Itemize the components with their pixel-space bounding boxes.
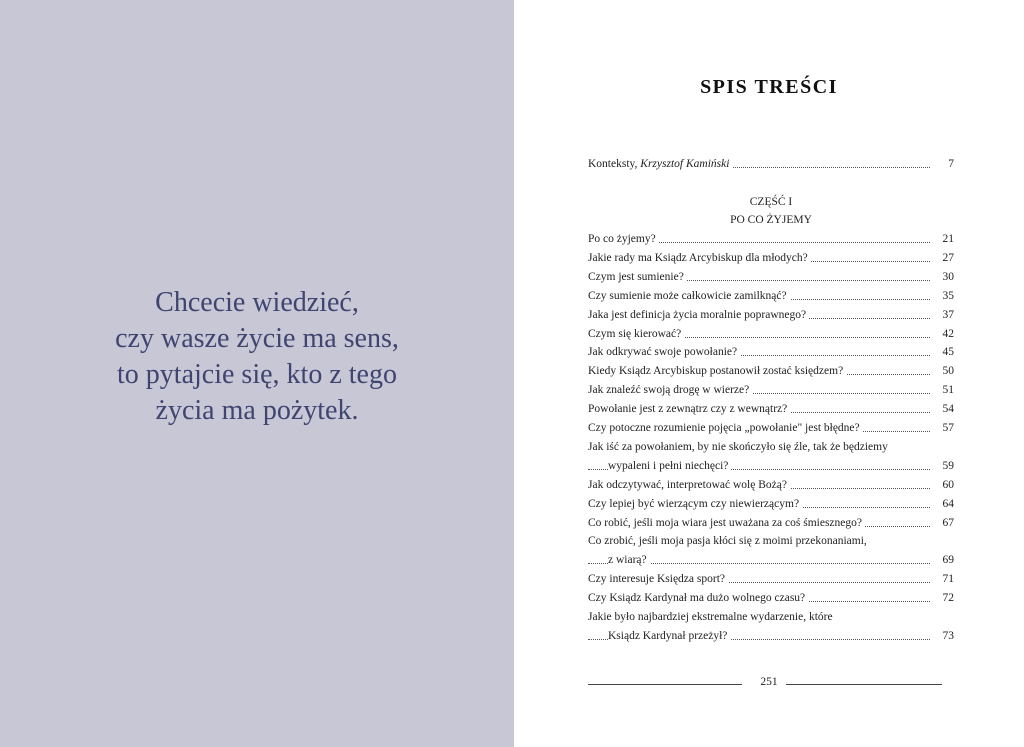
toc-entry-page: 73 [939, 627, 955, 646]
toc-entry[interactable] [588, 514, 954, 533]
toc-entry-intro[interactable] [588, 155, 954, 174]
toc-entry-label: Czy Ksiądz Kardynał ma dużo wolnego czasu? [588, 589, 808, 608]
toc-entry-label: Jakie rady ma Ksiądz Arcybiskup dla młodych? [588, 249, 811, 268]
toc-entry-label: Jak iść za powołaniem, by nie skończyło się źle, tak że będziemy [588, 438, 891, 457]
toc-entry-page: 35 [939, 287, 955, 306]
part-title: PO CO ŻYJEMY [730, 214, 812, 226]
toc-entry-label: Powołanie jest z zewnątrz czy z wewnątrz? [588, 400, 790, 419]
toc-entry[interactable] [588, 287, 954, 306]
toc-title: SPIS TREŚCI [700, 76, 838, 98]
toc-entry[interactable] [588, 438, 954, 457]
toc-entry[interactable] [588, 306, 954, 325]
toc-entry[interactable] [588, 343, 954, 362]
toc-entry-page: 71 [939, 570, 955, 589]
toc-entry[interactable] [588, 495, 954, 514]
toc-entry-page: 67 [939, 514, 955, 533]
toc-entry-page: 50 [939, 362, 955, 381]
toc-entry[interactable] [588, 608, 954, 627]
part-label: CZĘŚĆ I [749, 196, 793, 208]
toc-entry-label: Czy sumienie może całkowicie zamilknąć? [588, 287, 790, 306]
toc-entry-label: Czy interesuje Księdza sport? [588, 570, 728, 589]
toc-entry-label: z wiarą? [608, 551, 650, 570]
toc-entry-page: 30 [939, 268, 955, 287]
toc-entry-label: Czy potoczne rozumienie pojęcia „powołanie" jest błędne? [588, 419, 863, 438]
toc-entry-label: Czym się kierować? [588, 325, 684, 344]
toc-entry-label: Co zrobić, jeśli moja pasja kłóci się z moimi przekonaniami, [588, 532, 870, 551]
toc-entry-page: 21 [939, 230, 955, 249]
toc-entry[interactable] [588, 551, 954, 570]
toc-entry[interactable] [588, 570, 954, 589]
toc-entry-page: 59 [939, 457, 955, 476]
toc-entry-label: Po co żyjemy? [588, 230, 659, 249]
toc-entry[interactable] [588, 268, 954, 287]
toc-entry-page: 69 [939, 551, 955, 570]
toc-entry-page: 45 [939, 343, 955, 362]
toc-entry-page: 51 [939, 381, 955, 400]
toc-entry[interactable] [588, 419, 954, 438]
toc-entry[interactable] [588, 532, 954, 551]
toc-entry-label: Jak znaleźć swoją drogę w wierze? [588, 381, 752, 400]
page-number: 251 [760, 676, 778, 688]
toc-entry[interactable] [588, 230, 954, 249]
toc-entry[interactable] [588, 325, 954, 344]
toc-entry[interactable] [588, 589, 954, 608]
quote-line: czy wasze życie ma sens, [115, 323, 399, 354]
toc-entry-page: 54 [939, 400, 955, 419]
toc-entry-label: Kiedy Ksiądz Arcybiskup postanowił zostać księdzem? [588, 362, 846, 381]
quote-line: to pytajcie się, kto z tego [117, 359, 397, 390]
toc-entry[interactable] [588, 381, 954, 400]
toc-entry-label: Czy lepiej być wierzącym czy niewierzącym? [588, 495, 802, 514]
toc-entry[interactable] [588, 457, 954, 476]
toc-entry-label: Czym jest sumienie? [588, 268, 687, 287]
footer-rule-right [786, 684, 942, 685]
quote-line: Chcecie wiedzieć, [155, 287, 359, 318]
toc-entry-page: 64 [939, 495, 955, 514]
toc-entry-label: Jak odczytywać, interpretować wolę Bożą? [588, 476, 790, 495]
toc-entry-label: Co robić, jeśli moja wiara jest uważana za coś śmiesznego? [588, 514, 865, 533]
toc-entry-page: 57 [939, 419, 955, 438]
toc-entry[interactable] [588, 627, 954, 646]
toc-entry[interactable] [588, 249, 954, 268]
right-page [514, 0, 1024, 747]
toc-entry-label: Jak odkrywać swoje powołanie? [588, 343, 740, 362]
toc-entry[interactable] [588, 476, 954, 495]
toc-entry-label: wypaleni i pełni niechęci? [608, 457, 731, 476]
toc-entry[interactable] [588, 362, 954, 381]
toc-entry-label: Jakie było najbardziej ekstremalne wydarzenie, które [588, 608, 836, 627]
toc-entry-label: Konteksty, Krzysztof Kamiński [588, 155, 732, 174]
toc-entry-page: 72 [939, 589, 955, 608]
toc-entry-page: 60 [939, 476, 955, 495]
toc-entry-page: 42 [939, 325, 955, 344]
toc-entry-page: 27 [939, 249, 955, 268]
toc-entry-page: 37 [939, 306, 955, 325]
toc-entry-label: Ksiądz Kardynał przeżył? [608, 627, 730, 646]
toc-entry-page: 7 [944, 155, 954, 174]
toc-entry-label: Jaka jest definicja życia moralnie poprawnego? [588, 306, 809, 325]
toc-entry[interactable] [588, 400, 954, 419]
quote [0, 285, 514, 429]
quote-line: życia ma pożytek. [155, 395, 359, 426]
